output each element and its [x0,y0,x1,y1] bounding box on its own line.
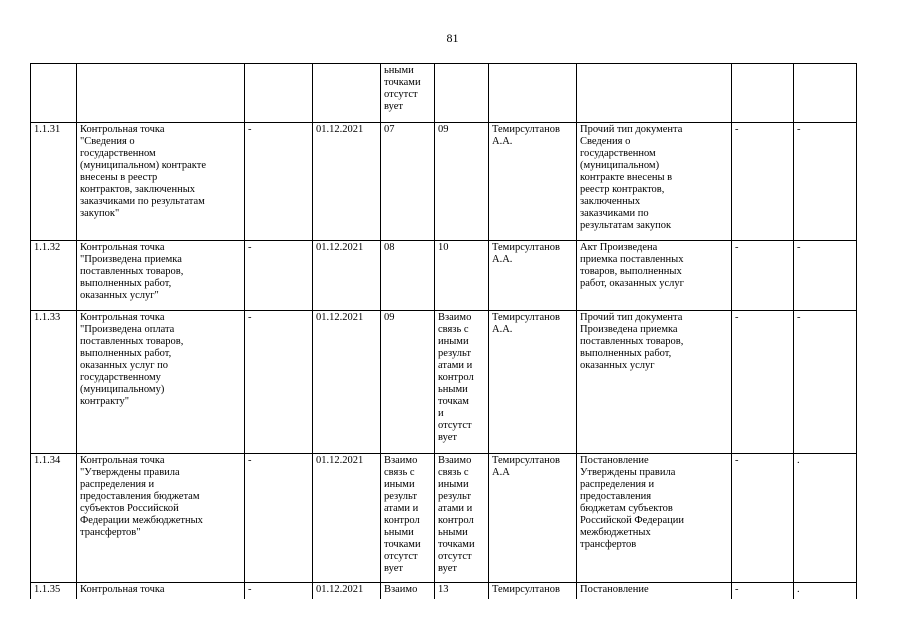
cell-end-date: 01.12.2021 [313,454,381,583]
cell-level: - [732,311,794,454]
cell-successor: 13 [435,583,489,599]
cell-responsible: Темирсултанов А.А. [489,123,577,241]
cell-start-date: - [245,123,313,241]
cell-level: - [732,123,794,241]
cell-name: Контрольная точка "Произведена оплата поставленных товаров, выполненных работ, оказанных услуг по государственному (муниципальному) контракту" [77,311,245,454]
cell-end-date: 01.12.2021 [313,583,381,599]
cell-number [31,64,77,123]
cell-responsible: Темирсултанов А.А. [489,241,577,311]
cell-number: 1.1.32 [31,241,77,311]
cell-number: 1.1.31 [31,123,77,241]
cell-responsible: Темирсултанов А.А [489,454,577,583]
cell-name: Контрольная точка "Утверждены правила распределения и предоставления бюджетам субъектов Российской Федерации межбюджетных трансфертов" [77,454,245,583]
cell-level: - [732,454,794,583]
cell-note [794,64,857,123]
cell-document [577,64,732,123]
table-body [31,64,857,599]
cell-start-date: - [245,583,313,599]
cell-note: - [794,311,857,454]
cell-end-date [313,64,381,123]
cell-predecessor: 08 [381,241,435,311]
cell-predecessor: Взаимо [381,583,435,599]
cell-predecessor: Взаимо связь с иными результ атами и контрол ьными точками отсутст вует [381,454,435,583]
cell-document: Акт Произведена приемка поставленных товаров, выполненных работ, оказанных услуг [577,241,732,311]
cell-start-date [245,64,313,123]
cell-end-date: 01.12.2021 [313,123,381,241]
cell-end-date: 01.12.2021 [313,241,381,311]
cell-name: Контрольная точка [77,583,245,599]
table-row [31,583,857,599]
cell-successor [435,64,489,123]
cell-successor: Взаимо связь с иными результ атами и контрол ьными точками отсутст вует [435,454,489,583]
cell-responsible: Темирсултанов [489,583,577,599]
cell-document: Постановление [577,583,732,599]
cell-successor: 10 [435,241,489,311]
cell-document: Прочий тип документа Сведения о государственном (муниципальном) контракте внесены в реестр контрактов, заключенных заказчиками по результатам закупок [577,123,732,241]
cell-predecessor: 09 [381,311,435,454]
table-row [31,241,857,311]
cell-note: . [794,454,857,583]
cell-responsible: Темирсултанов А.А. [489,311,577,454]
control-points-table [30,63,857,599]
cell-document: Постановление Утверждены правила распределения и предоставления бюджетам субъектов Российской Федерации межбюджетных трансфертов [577,454,732,583]
table-row [31,311,857,454]
page-number: 81 [446,31,459,45]
table-row [31,454,857,583]
cell-level: - [732,583,794,599]
cell-name: Контрольная точка "Произведена приемка поставленных товаров, выполненных работ, оказанных услуг" [77,241,245,311]
cell-level: - [732,241,794,311]
table-row [31,64,857,123]
cell-note: . [794,583,857,599]
cell-document: Прочий тип документа Произведена приемка поставленных товаров, выполненных работ, оказанных услуг [577,311,732,454]
cell-predecessor: 07 [381,123,435,241]
table-row [31,123,857,241]
cell-start-date: - [245,311,313,454]
cell-number: 1.1.33 [31,311,77,454]
cell-number: 1.1.34 [31,454,77,583]
cell-level [732,64,794,123]
cell-responsible [489,64,577,123]
cell-start-date: - [245,454,313,583]
cell-number: 1.1.35 [31,583,77,599]
cell-successor: 09 [435,123,489,241]
cell-name [77,64,245,123]
cell-start-date: - [245,241,313,311]
cell-note: - [794,123,857,241]
cell-name: Контрольная точка "Сведения о государственном (муниципальном) контракте внесены в реестр контрактов, заключенных заказчиками по результатам закупок" [77,123,245,241]
cell-successor: Взаимо связь с иными результ атами и контрол ьными точкам и отсутст вует [435,311,489,454]
cell-predecessor: ьными точками отсутст вует [381,64,435,123]
cell-note: - [794,241,857,311]
cell-end-date: 01.12.2021 [313,311,381,454]
